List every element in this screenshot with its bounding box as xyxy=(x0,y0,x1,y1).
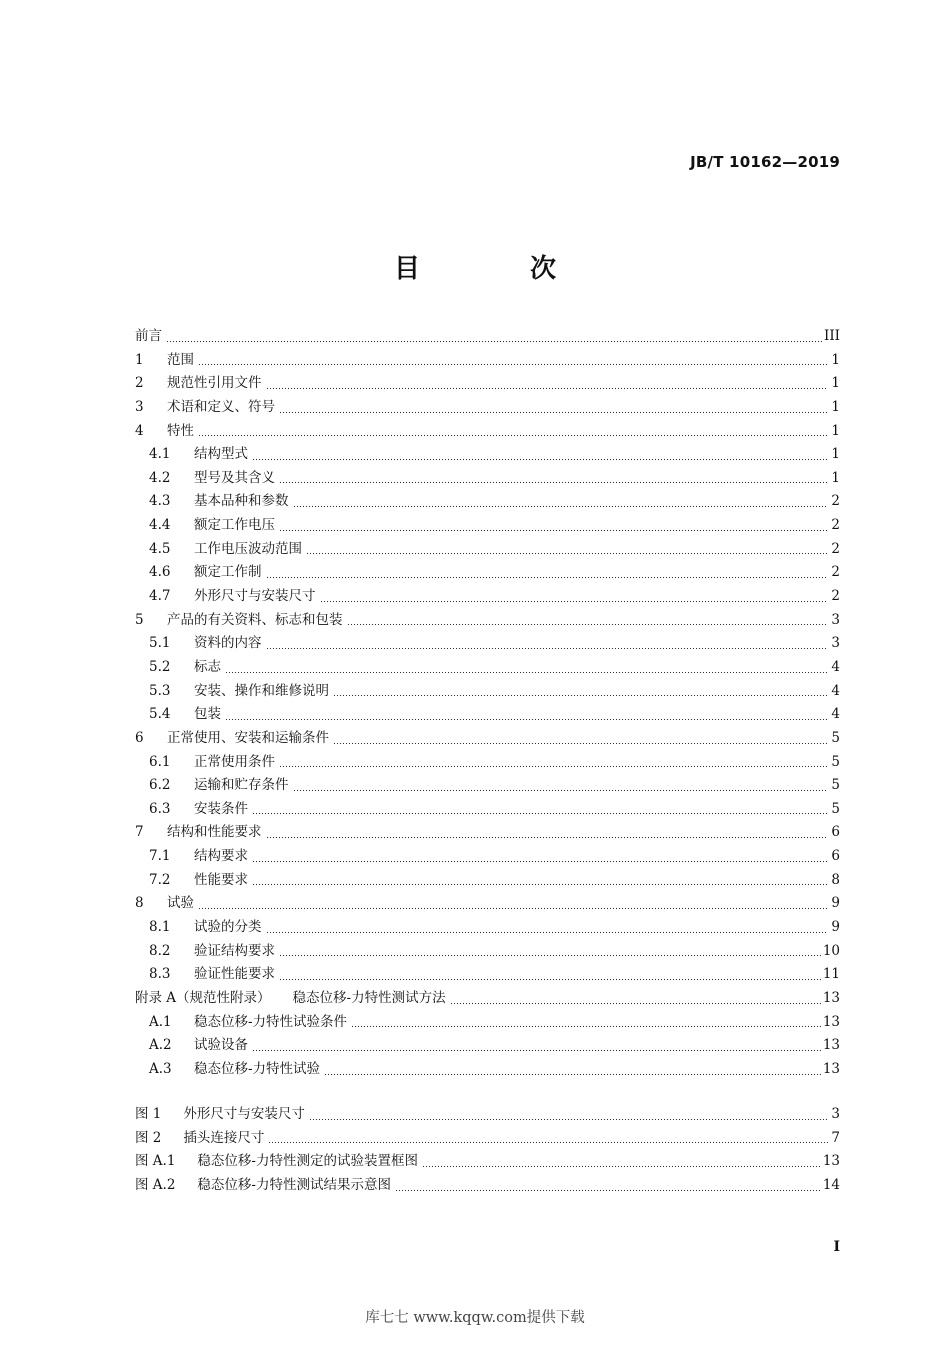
figure-number: 图 A.2 xyxy=(135,1176,176,1193)
toc-entry-title: 规范性引用文件 xyxy=(167,375,262,392)
toc-entry xyxy=(135,489,840,513)
table-of-contents xyxy=(135,324,840,1081)
toc-entry-page: 6 xyxy=(831,824,840,841)
toc-entry-page: 3 xyxy=(831,611,840,628)
toc-entry-page: 2 xyxy=(831,517,840,534)
toc-entry-number: 8.1 xyxy=(149,919,171,936)
toc-entry xyxy=(135,868,840,892)
toc-entry-number: 附录 A（规范性附录） xyxy=(135,989,271,1006)
toc-entry xyxy=(135,1033,840,1057)
toc-entry-page: 5 xyxy=(831,777,840,794)
toc-entry xyxy=(135,560,840,584)
toc-entry-page: 1 xyxy=(831,375,840,392)
toc-entry-page: 2 xyxy=(831,588,840,605)
dot-leader xyxy=(198,898,828,910)
toc-entry-page: 1 xyxy=(831,469,840,486)
toc-entry-title: 试验的分类 xyxy=(194,919,262,936)
toc-entry-title: 范围 xyxy=(167,351,194,368)
figure-entry xyxy=(135,1126,840,1150)
dot-leader xyxy=(320,591,829,603)
toc-entry-number: 7.2 xyxy=(149,871,171,888)
toc-entry-page: 1 xyxy=(831,351,840,368)
toc-entry-title: 额定工作电压 xyxy=(194,517,275,534)
toc-entry-number: 6.3 xyxy=(149,800,171,817)
toc-entry-title: 验证性能要求 xyxy=(194,966,275,983)
dot-leader xyxy=(266,638,829,650)
toc-entry-title: 安装条件 xyxy=(194,800,248,817)
toc-entry-title: 正常使用条件 xyxy=(194,753,275,770)
toc-entry-title: 资料的内容 xyxy=(194,635,262,652)
page-number: I xyxy=(833,1239,840,1255)
toc-entry-title: 试验 xyxy=(167,895,194,912)
toc-entry xyxy=(135,726,840,750)
dot-leader xyxy=(266,827,829,839)
figure-entry xyxy=(135,1102,840,1126)
dot-leader xyxy=(351,1016,821,1028)
figure-title: 稳态位移-力特性测试结果示意图 xyxy=(197,1176,391,1193)
toc-entry-page: 5 xyxy=(831,753,840,770)
toc-entry-number: 8.2 xyxy=(149,942,171,959)
dot-leader xyxy=(279,969,821,981)
toc-entry-number: 4.3 xyxy=(149,493,171,510)
toc-entry-number: 8.3 xyxy=(149,966,171,983)
toc-entry-page: 4 xyxy=(831,682,840,699)
toc-entry-number: 4.5 xyxy=(149,540,171,557)
dot-leader xyxy=(166,331,822,343)
dot-leader xyxy=(266,922,829,934)
figure-entry xyxy=(135,1149,840,1173)
toc-entry-title: 稳态位移-力特性试验 xyxy=(194,1060,321,1077)
toc-entry-page: 2 xyxy=(831,564,840,581)
toc-entry-page: 1 xyxy=(831,422,840,439)
toc-entry xyxy=(135,962,840,986)
toc-entry-title: 标志 xyxy=(194,658,221,675)
toc-entry-title: 验证结构要求 xyxy=(194,942,275,959)
dot-leader xyxy=(450,993,821,1005)
toc-entry-page: 9 xyxy=(831,895,840,912)
figure-entry xyxy=(135,1173,840,1197)
toc-entry-number: 6.2 xyxy=(149,777,171,794)
dot-leader xyxy=(252,851,828,863)
toc-entry-number: A.3 xyxy=(149,1060,172,1077)
dot-leader xyxy=(422,1156,821,1168)
toc-entry-title: 结构和性能要求 xyxy=(167,824,262,841)
toc-entry-number: 6 xyxy=(135,729,144,746)
toc-entry-number: 4.7 xyxy=(149,588,171,605)
toc-entry xyxy=(135,395,840,419)
toc-entry-title: 工作电压波动范围 xyxy=(194,540,302,557)
dot-leader xyxy=(252,874,828,886)
watermark-text: 库七七 www.kqqw.com提供下载 xyxy=(365,1310,585,1326)
dot-leader xyxy=(225,662,828,674)
toc-entry-page: 3 xyxy=(831,635,840,652)
toc-entry-title: 稳态位移-力特性试验条件 xyxy=(194,1013,348,1030)
toc-entry-number: 7 xyxy=(135,824,144,841)
toc-entry xyxy=(135,584,840,608)
toc-entry-number: 4.1 xyxy=(149,446,171,463)
toc-entry xyxy=(135,750,840,774)
dot-leader xyxy=(293,496,829,508)
dot-leader xyxy=(293,780,829,792)
toc-entry-title: 型号及其含义 xyxy=(194,469,275,486)
toc-entry-number: 5.3 xyxy=(149,682,171,699)
dot-leader xyxy=(252,1040,821,1052)
toc-entry-title: 术语和定义、符号 xyxy=(167,398,275,415)
toc-entry-number: 8 xyxy=(135,895,144,912)
dot-leader xyxy=(324,1064,821,1076)
toc-entry-number: A.1 xyxy=(149,1013,172,1030)
toc-entry-number: 4.2 xyxy=(149,469,171,486)
toc-entry xyxy=(135,820,840,844)
toc-entry-title: 前言 xyxy=(135,328,162,344)
toc-entry xyxy=(135,466,840,490)
toc-entry-page: 1 xyxy=(831,398,840,415)
toc-entry-title: 特性 xyxy=(167,422,194,439)
toc-entry-title: 外形尺寸与安装尺寸 xyxy=(194,588,316,605)
list-of-figures xyxy=(135,1102,840,1197)
dot-leader xyxy=(225,709,828,721)
page-title: 目 次 xyxy=(393,254,598,284)
toc-entry-title: 基本品种和参数 xyxy=(194,493,289,510)
toc-entry-page: 5 xyxy=(831,729,840,746)
dot-leader xyxy=(333,685,828,697)
toc-entry xyxy=(135,513,840,537)
toc-entry-page: 5 xyxy=(831,800,840,817)
toc-entry xyxy=(135,655,840,679)
toc-entry xyxy=(135,679,840,703)
toc-entry-title: 正常使用、安装和运输条件 xyxy=(167,729,329,746)
dot-leader xyxy=(306,543,828,555)
toc-entry xyxy=(135,939,840,963)
dot-leader xyxy=(309,1109,828,1121)
toc-entry-page: 2 xyxy=(831,540,840,557)
dot-leader xyxy=(279,402,828,414)
toc-entry-page: 13 xyxy=(822,1060,840,1077)
toc-entry-number: 5.4 xyxy=(149,706,171,723)
toc-entry-page: 13 xyxy=(822,1013,840,1030)
figure-page-number: 7 xyxy=(831,1129,840,1146)
toc-entry xyxy=(135,702,840,726)
dot-leader xyxy=(279,520,828,532)
toc-entry-number: 4 xyxy=(135,422,144,439)
toc-entry xyxy=(135,348,840,372)
toc-entry xyxy=(135,324,840,348)
dot-leader xyxy=(266,567,829,579)
figure-title: 外形尺寸与安装尺寸 xyxy=(183,1106,305,1122)
dot-leader xyxy=(333,733,828,745)
figure-number: 图 A.1 xyxy=(135,1153,176,1170)
toc-entry-number: 5.2 xyxy=(149,658,171,675)
toc-entry-page: 10 xyxy=(822,942,840,959)
toc-entry-number: 1 xyxy=(135,351,144,368)
toc-entry-number: 4.6 xyxy=(149,564,171,581)
toc-entry xyxy=(135,891,840,915)
toc-entry-page: 13 xyxy=(822,989,840,1006)
toc-entry-page: 8 xyxy=(831,871,840,888)
toc-entry xyxy=(135,773,840,797)
toc-entry-number: 3 xyxy=(135,398,144,415)
toc-entry xyxy=(135,608,840,632)
standard-code: JB/T 10162—2019 xyxy=(690,153,840,171)
figure-number: 图 2 xyxy=(135,1129,162,1146)
toc-entry-title: 运输和贮存条件 xyxy=(194,777,289,794)
figure-page-number: 14 xyxy=(822,1176,840,1193)
dot-leader xyxy=(347,614,829,626)
toc-entry-title: 产品的有关资料、标志和包装 xyxy=(167,611,343,628)
dot-leader xyxy=(252,449,828,461)
toc-entry xyxy=(135,797,840,821)
toc-entry-number: 7.1 xyxy=(149,848,171,865)
toc-entry-page: 4 xyxy=(831,706,840,723)
toc-entry-title: 安装、操作和维修说明 xyxy=(194,682,329,699)
toc-entry xyxy=(135,371,840,395)
toc-entry xyxy=(135,631,840,655)
dot-leader xyxy=(279,945,821,957)
toc-entry-title: 结构要求 xyxy=(194,848,248,865)
figure-title: 插头连接尺寸 xyxy=(183,1129,265,1146)
toc-entry-title: 试验设备 xyxy=(194,1037,248,1054)
dot-leader xyxy=(279,472,828,484)
toc-entry xyxy=(135,915,840,939)
toc-entry xyxy=(135,442,840,466)
toc-entry-page: 4 xyxy=(831,658,840,675)
toc-entry-page: 6 xyxy=(831,848,840,865)
toc-entry-number: 4.4 xyxy=(149,517,171,534)
toc-entry xyxy=(135,419,840,443)
toc-entry-page: 1 xyxy=(831,446,840,463)
toc-entry xyxy=(135,986,840,1010)
dot-leader xyxy=(279,756,828,768)
toc-entry xyxy=(135,1057,840,1081)
toc-entry-number: 2 xyxy=(135,375,144,392)
toc-entry xyxy=(135,537,840,561)
dot-leader xyxy=(198,425,828,437)
toc-entry-number: A.2 xyxy=(149,1037,172,1054)
figure-number: 图 1 xyxy=(135,1106,162,1122)
toc-entry-title: 稳态位移-力特性测试方法 xyxy=(292,989,446,1006)
toc-entry-number: 5.1 xyxy=(149,635,171,652)
toc-entry-number: 6.1 xyxy=(149,753,171,770)
toc-entry-page: III xyxy=(824,328,840,344)
toc-entry-page: 9 xyxy=(831,919,840,936)
toc-entry-title: 结构型式 xyxy=(194,446,248,463)
figure-title: 稳态位移-力特性测定的试验装置框图 xyxy=(197,1153,418,1170)
figure-page-number: 13 xyxy=(822,1153,840,1170)
dot-leader xyxy=(266,378,829,390)
toc-entry-title: 额定工作制 xyxy=(194,564,262,581)
dot-leader xyxy=(198,354,828,366)
dot-leader xyxy=(268,1132,828,1144)
toc-entry xyxy=(135,1010,840,1034)
toc-entry-page: 2 xyxy=(831,493,840,510)
dot-leader xyxy=(252,803,828,815)
toc-entry-title: 性能要求 xyxy=(194,871,248,888)
figure-page-number: 3 xyxy=(831,1106,840,1122)
dot-leader xyxy=(395,1180,821,1192)
toc-entry-page: 13 xyxy=(822,1037,840,1054)
toc-entry-number: 5 xyxy=(135,611,144,628)
toc-entry xyxy=(135,844,840,868)
toc-entry-page: 11 xyxy=(822,966,840,983)
toc-entry-title: 包装 xyxy=(194,706,221,723)
